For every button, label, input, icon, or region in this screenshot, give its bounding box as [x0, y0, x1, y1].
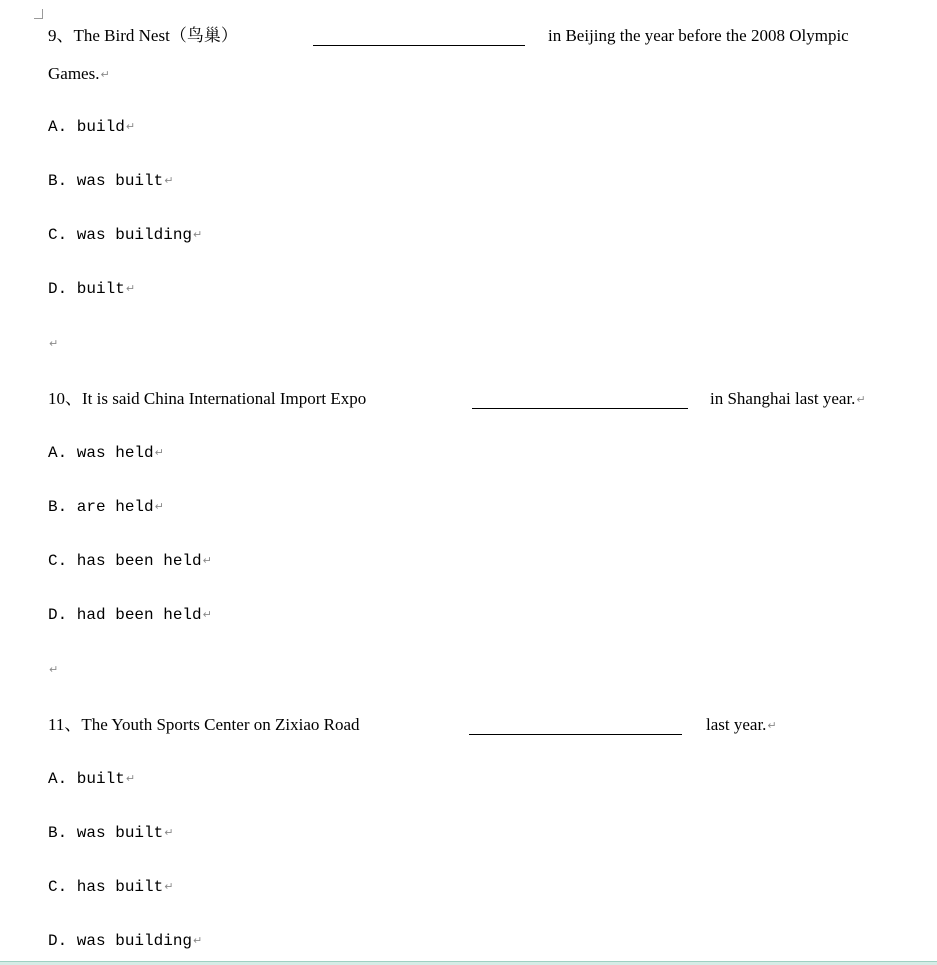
question-10-suffix-line	[710, 389, 866, 410]
paragraph-mark-icon: ↵	[125, 282, 136, 295]
page-corner-mark	[34, 9, 43, 19]
paragraph-mark-icon: ↵	[154, 500, 164, 513]
question-10-prefix: 10、It is said China International Import Expo	[48, 389, 367, 408]
question-10-option-b-line[interactable]	[48, 497, 164, 517]
question-11-option-b-line[interactable]	[48, 823, 173, 843]
question-9-option-c-line[interactable]	[48, 225, 202, 245]
paragraph-mark-icon: ↵	[164, 880, 174, 893]
question-10-option-a-line[interactable]	[48, 443, 164, 463]
paragraph-mark-icon: ↵	[125, 120, 136, 133]
question-11-option-a-line[interactable]	[48, 769, 135, 789]
paragraph-mark-icon: ↵	[49, 663, 59, 676]
paragraph-mark-icon: ↵	[125, 772, 136, 785]
question-9-option-a-line[interactable]	[48, 117, 135, 137]
question-10-option-d-line[interactable]	[48, 605, 212, 625]
question-10-option-d[interactable]: D. had been held	[48, 606, 202, 624]
paragraph-mark-icon: ↵	[164, 826, 174, 839]
question-11-option-b[interactable]: B. was built	[48, 824, 164, 842]
question-11-option-d[interactable]: D. was building	[48, 932, 193, 950]
paragraph-mark-icon: ↵	[193, 934, 203, 947]
question-11-prefix: 11、The Youth Sports Center on Zixiao Road	[48, 715, 360, 734]
question-9-prefix: 9、The Bird Nest（鸟巢）	[48, 26, 238, 45]
question-10-option-a[interactable]: A. was held	[48, 444, 154, 462]
question-9-continuation-line	[48, 64, 110, 85]
question-11-blank[interactable]	[469, 734, 682, 735]
question-9-option-d[interactable]: D. built	[48, 280, 125, 298]
page-bottom-border	[0, 961, 937, 965]
question-10-option-c-line[interactable]	[48, 551, 212, 571]
paragraph-mark-icon: ↵	[856, 393, 866, 406]
question-10-option-c[interactable]: C. has been held	[48, 552, 202, 570]
question-10-blank[interactable]	[472, 408, 688, 409]
question-9-option-b[interactable]: B. was built	[48, 172, 164, 190]
question-9-option-a[interactable]: A. build	[48, 118, 125, 136]
paragraph-mark-icon: ↵	[164, 174, 174, 187]
empty-paragraph	[48, 333, 58, 354]
paragraph-mark-icon: ↵	[202, 608, 212, 621]
question-9-blank[interactable]	[313, 45, 525, 46]
paragraph-mark-icon: ↵	[49, 337, 59, 350]
question-9-suffix: in Beijing the year before the 2008 Olympic	[548, 26, 849, 45]
paragraph-mark-icon: ↵	[193, 228, 203, 241]
paragraph-mark-icon: ↵	[154, 446, 164, 459]
paragraph-mark-icon: ↵	[100, 68, 110, 81]
question-10-suffix: in Shanghai last year.	[710, 389, 856, 408]
question-11-option-c[interactable]: C. has built	[48, 878, 164, 896]
question-11-option-c-line[interactable]	[48, 877, 173, 897]
paragraph-mark-icon: ↵	[767, 719, 777, 732]
question-11-suffix: last year.	[706, 715, 767, 734]
question-9-continuation: Games.	[48, 64, 100, 83]
paragraph-mark-icon: ↵	[202, 554, 212, 567]
question-9-option-b-line[interactable]	[48, 171, 173, 191]
question-11-option-a[interactable]: A. built	[48, 770, 125, 788]
question-10-option-b[interactable]: B. are held	[48, 498, 154, 516]
question-11-suffix-line	[706, 715, 777, 736]
question-11-option-d-line[interactable]	[48, 931, 202, 951]
question-9-option-c[interactable]: C. was building	[48, 226, 193, 244]
question-9-option-d-line[interactable]	[48, 279, 135, 299]
empty-paragraph	[48, 659, 58, 680]
